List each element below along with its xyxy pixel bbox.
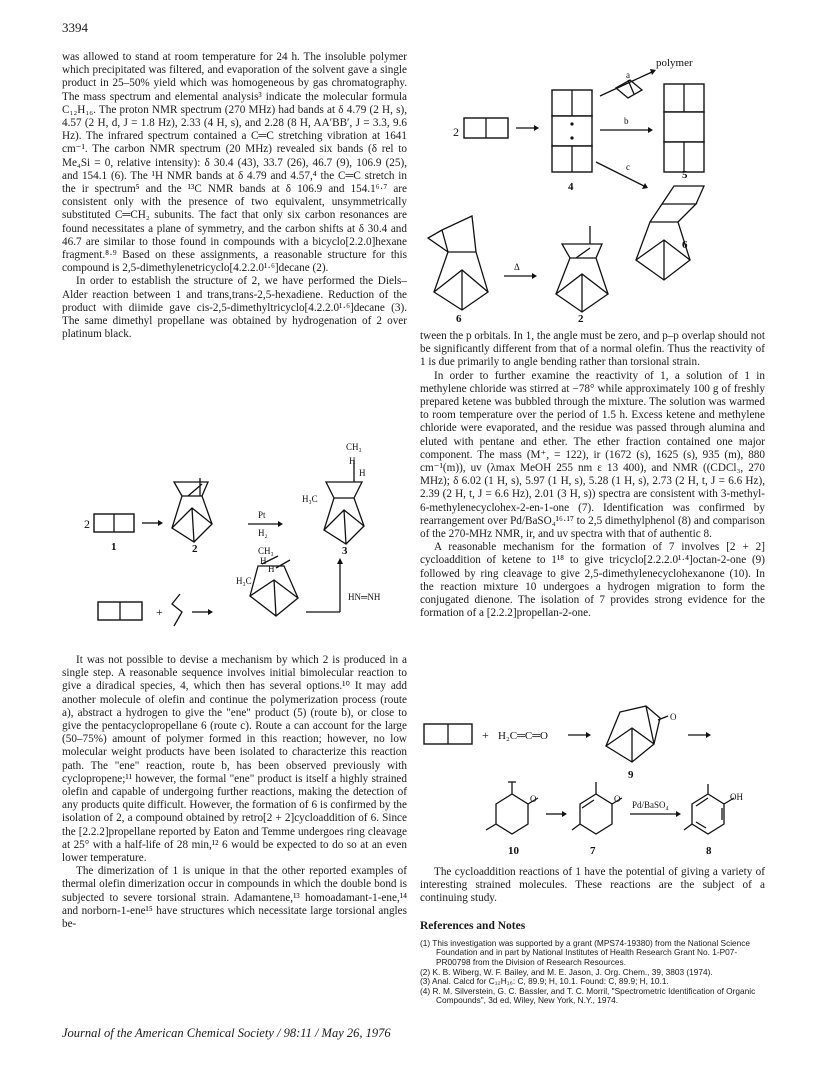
reference-item: (2) K. B. Wiberg, W. F. Bailey, and M. E. Jason, J. Org. Chem., 39, 3803 (1974). [420, 966, 713, 977]
oxygen-label: O [530, 794, 537, 804]
compound-label-7: 7 [590, 845, 596, 857]
reagent-label: H₂ [258, 528, 268, 538]
compound-2-structure [556, 226, 608, 312]
paragraph: A reasonable mechanism for the formation of 7 involves [2 + 2] cycloaddition of ketene to 1¹⁸ to give tricyclo[2.2.2.0¹·⁴]octan-2-one (9) followed by ring cleavage to give 2,5-dimethylenecyclohexanone (10). In the reaction mixture 10 undergoes a hydrogen migration to form the conjugated dienone. The isolation of 7 provides strong evidence for the formation of a [2.2.2]propellan-2-one. [420, 541, 765, 620]
propellane-1-structure [616, 80, 642, 98]
paragraph: The dimerization of 1 is unique in that the other reported examples of thermal olefin dimerization occur in compounds in which the double bond is subjected to severe torsional strain. Adamantene,¹³ homoadamant-1-ene,¹⁴ and norborn-1-ene¹⁵ have structures which necessitate large torsional angles be- [62, 865, 407, 931]
hydrogen-label: H [268, 564, 275, 574]
references-list [420, 939, 765, 1006]
compound-label-1: 1 [111, 541, 117, 553]
page-number: 3394 [62, 20, 88, 35]
stoich-coefficient: 2 [84, 517, 90, 531]
pentacyclopropellane-6-structure [428, 216, 488, 310]
stoich-coefficient: 2 [453, 125, 459, 139]
paragraph: The cycloaddition reactions of 1 have the potential of giving a variety of interesting strained molecules. These reactions are the subject of a continuing study. [420, 866, 765, 905]
left-column-top [62, 51, 407, 341]
heat-label: Δ [514, 262, 520, 272]
compound-label-6: 6 [682, 239, 688, 251]
left-column-bottom [62, 654, 407, 931]
hydroxyl-label: OH [730, 792, 743, 802]
compound-label-3: 3 [342, 545, 348, 557]
route-label: b [624, 116, 629, 126]
route-label: a [626, 70, 630, 80]
reference-item: (4) R. M. Silverstein, G. C. Bassler, and T. C. Morril, "Spectrometric Identification of Organic Compounds", 3d ed, Wiley, New York, N.Y., 1974. [420, 985, 756, 1006]
hexadiene-structure [172, 594, 182, 626]
paragraph: In order to establish the structure of 2, we have performed the Diels–Alder reaction between 1 and trans,trans-2,5-hexadiene. Reduction of the product with diimide gave cis-2,5-dimethyltricyclo[4.2.2.0¹·⁶]decane (3). The same dimethyl propellane was obtained by hydrogenation of 2 over platinum black. [62, 275, 407, 341]
methyl-label: CH₃ [258, 546, 274, 556]
arrow [596, 162, 644, 186]
reference-item: (3) Anal. Calcd for C₁₂H₁₆: C, 89.9; H, 10.1. Found: C, 89.9; H, 10.1. [420, 976, 669, 987]
diradical-4-structure [552, 90, 592, 172]
methylenecyclohexenone-7-structure [572, 782, 622, 834]
catalyst-label: Pt [258, 510, 266, 520]
paragraph: was allowed to stand at room temperature for 24 h. The insoluble polymer which precipitated was filtered, and evaporation of the solvent gave a single product in 25–50% yield which was homogeneous by gas chromatography. The mass spectrum and elemental analysis³ indicate the molecular formula C₁₂H₁₆. The proton NMR spectrum (270 MHz) had bands at δ 4.79 (2 H, s), 4.57 (2 H, d, J = 1.8 Hz), 2.33 (4 H, s), and 2.28 (8 H, AA′BB′, J = 3.3, 9.6 Hz). The infrared spectrum contained a C═C stretching vibration at 1641 cm⁻¹. The carbon NMR spectrum (20 MHz) revealed six bands (δ rel to Me₄Si = 0, relative intensity): δ 30.4 (43), 33.7 (26), 46.7 (9), 106.9 (25), and 154.1 (6). The ¹H NMR bands at δ 4.79 and 4.57,⁴ the C═C stretch in the ir spectrum⁵ and the ¹³C NMR bands at δ 106.9 and 154.1⁶·⁷ are consistent only with the presence of two equivalent, unsymmetrically substituted C═CH₂ subunits. The fact that only six carbon resonances are found necessitates a plane of symmetry, and the carbon shifts at δ 30.4 and 46.7 are similar to those found in compounds with a bicyclo[2.2.0]hexane fragment.⁸·⁹ Based on these assignments, a reasonable structure for this compound is 2,5-dimethylenetricyclo[4.2.2.0¹·⁶]decane (2). [62, 51, 407, 275]
dimethylphenol-8-structure [684, 784, 734, 834]
compound-label-2: 2 [578, 313, 584, 325]
methyl-label: H₃C [302, 494, 318, 504]
plus-sign: + [482, 728, 489, 742]
reagent-label: HN═NH [348, 592, 381, 602]
oxygen-label: O [670, 712, 677, 722]
plus-sign: + [156, 605, 163, 619]
compound-label-6: 6 [456, 313, 462, 325]
compound-label-10: 10 [508, 845, 519, 857]
scheme-ketene-cycloaddition [420, 696, 765, 864]
compound-label-5: 5 [682, 169, 688, 181]
reference-item: (1) This investigation was supported by a grant (MPS74-19380) from the National Science Foundation and in part by National Institutes of Health Research Grant No. 1-P07-PR00798 from the Division of Research Resources. [420, 937, 751, 967]
oxygen-label: O [614, 794, 621, 804]
methyl-label: CH₃ [346, 442, 362, 452]
hydrogen-label: H [349, 456, 356, 466]
compound-label-9: 9 [628, 769, 634, 781]
dimethylenecyclohexanone-10-structure [486, 782, 538, 834]
compound-label-2: 2 [192, 543, 198, 555]
pentacyclopropellane-6-structure [636, 186, 704, 280]
ketene-formula: H₂C═C═O [498, 730, 548, 742]
compound-3-structure [324, 460, 364, 544]
propellanone-9-structure [606, 706, 668, 762]
paragraph: In order to further examine the reactivity of 1, a solution of 1 in methylene chloride was stirred at −78° while approximately 100 g of freshly prepared ketene was bubbled through the mixture. The solution was warmed to room temperature over the period of 1.5 h. Excess ketene and methylene chloride were evaporated, and the residue was passed through alumina and eluted with pentane and ether. The ether fraction contained one major component. The mass (M⁺, = 122), ir (1672 (s), 1625 (s), 935 (m), 880 cm⁻¹(m)), uv (λmax MeOH 255 nm ε 13 400), and NMR ((CDCl₃, 270 MHz); δ 6.02 (1 H, s), 5.97 (1 H, s), 5.28 (1 H, s), 2.73 (2 H, t, J = 6.6 Hz), 2.39 (2 H, t, J = 6.6 Hz), 2.01 (3 H, s)) spectra are consistent with 3-methyl-6-methylenecyclohex-2-en-1-one (7). Identification was confirmed by rearrangement over Pd/BaSO₄¹⁶·¹⁷ to 2,5 dimethylphenol (8) and comparison of the 270-MHz NMR, ir, and uv spectra with that of authentic 8. [420, 369, 765, 541]
references-heading: References and Notes [420, 919, 526, 932]
right-column-middle [420, 330, 765, 620]
polymer-label: polymer [656, 57, 693, 69]
scheme-dimerization-structure [62, 436, 407, 636]
journal-footer: Journal of the American Chemical Society / 98:11 / May 26, 1976 [62, 1026, 391, 1040]
paragraph: tween the p orbitals. In 1, the angle must be zero, and p–p overlap should not be significantly different from that of a normal olefin. Thus the reactivity of 1 is due primarily to angle bending rather than torsional strain. [420, 330, 765, 369]
ene-product-5-structure [664, 84, 704, 172]
methyl-label: H₃C [236, 576, 252, 586]
compound-label-8: 8 [706, 845, 712, 857]
compound-2-structure [172, 478, 212, 542]
route-label: c [626, 162, 630, 172]
compound-label-4: 4 [568, 181, 574, 193]
paragraph: It was not possible to devise a mechanism by which 2 is produced in a single step. A reasonable sequence involves initial bimolecular reaction to give a diradical species, 4, which then has several options.¹⁰ It may add another molecule of olefin and continue the polymerization process (route a), abstract a hydrogen to give the "ene" product (5) (route b), or close to give the pentacyclopropellane 6 (route c). Route a can account for the large (50–75%) amount of polymer formed in this reaction; however, no low molecular weight products have been isolated to characterize this reaction path. The "ene" reaction, route b, has been observed previously with cyclopropene;¹¹ however, the formal "ene" product is itself a highly strained olefin and capable of undergoing further reactions, making the detection of any products quite difficult. However, the formation of 6 is confirmed by the isolation of 2, a compound obtained by retro[2 + 2]cycloaddition of 6. Since the [2.2.2]propellane reported by Eaton and Temme undergoes ring cleavage at 25° with a half-life of 28 min,¹² 6 would be expected to do so at an even lower temperature. [62, 654, 407, 865]
hydrogen-label: H [260, 556, 267, 566]
catalyst-label: Pd/BaSO₄ [632, 800, 669, 810]
hydrogen-label: H [359, 468, 366, 478]
scheme-reaction-routes [420, 54, 765, 326]
right-column-bottom [420, 866, 765, 1006]
